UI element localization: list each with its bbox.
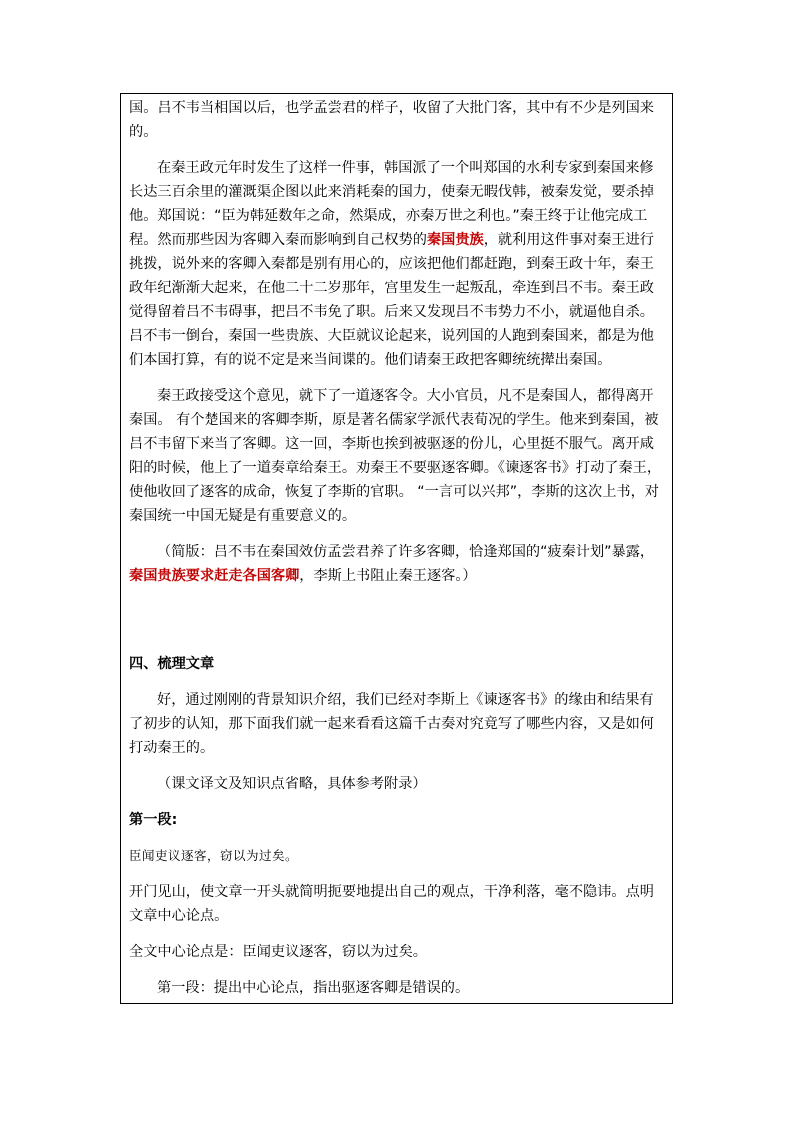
subsection-heading: 第一段: bbox=[129, 812, 178, 828]
quote-line: 臣闻吏议逐客，窃以为过矣。 bbox=[129, 848, 299, 863]
paragraph-analysis: 开门见山，使文章一开头就简明扼要地提出自己的观点，干净利落，毫不隐讳。点明文章中心论点。 bbox=[129, 884, 654, 924]
paragraph-note: （课文译文及知识点省略，具体参考附录） bbox=[157, 776, 427, 792]
highlight-qin-nobles: 秦国贵族 bbox=[426, 232, 484, 248]
highlight-nobles-demand: 秦国贵族要求赶走各国客卿 bbox=[129, 568, 300, 584]
paragraph-summary-1: 第一段：提出中心论点，指出驱逐客卿是错误的。 bbox=[157, 980, 470, 996]
paragraph-2 bbox=[129, 156, 666, 372]
document-body bbox=[129, 96, 666, 1000]
paragraph-summary bbox=[129, 540, 666, 588]
paragraph-2-text-a: 在秦王政元年时发生了这样一件事，韩国派了一个叫郑国的水利专家到秦国来修长达三百余里的灌溉渠企图以此来消耗秦的国力，使秦无暇伐韩，被秦发觉，要杀掉他。郑国说：“臣为韩延数年之命，然渠成，亦秦万世之利也。”秦王终于让他完成工程。然而那些因为客卿入秦而影响到自己权势的 bbox=[129, 160, 654, 248]
summary-text-a: （简版：吕不韦在秦国效仿孟尝君养了许多客卿，恰逢郑国的“疲秦计划”暴露， bbox=[157, 544, 655, 560]
paragraph-3: 秦王政接受这个意见，就下了一道逐客令。大小官员，凡不是秦国人，都得离开秦国。 有个楚国来的客卿李斯，原是著名儒家学派代表荀况的学生。他来到秦国，被吕不韦留下来当了客卿。这一回，李斯也挨到被驱逐的份儿，心里挺不服气。离开咸阳的时候，他上了一道奏章给秦王。劝秦王不要驱逐客卿。《谏逐客书》打动了秦王，使他收回了逐客的成命，恢复了李斯的官职。 “一言可以兴邦”，李斯的这次上书，对秦国统一中国无疑是有重要意义的。 bbox=[129, 388, 662, 524]
section-heading: 四、梳理文章 bbox=[129, 656, 215, 672]
paragraph-thesis: 全文中心论点是：臣闻吏议逐客，窃以为过矣。 bbox=[129, 944, 427, 960]
paragraph-intro: 好，通过刚刚的背景知识介绍，我们已经对李斯上《谏逐客书》的缘由和结果有了初步的认知，那下面我们就一起来看看这篇千古奏对究竟写了哪些内容，又是如何打动秦王的。 bbox=[129, 692, 654, 756]
summary-text-b: ，李斯上书阻止秦王逐客。） bbox=[299, 568, 477, 584]
paragraph-2-text-b: ，就利用这件事对秦王进行挑拨，说外来的客卿入秦都是别有用心的，应该把他们都赶跑，到秦王政十年，秦王政年纪渐渐大起来，在他二十二岁那年，宫里发生一起叛乱，牵连到吕不韦。秦王政觉得留着吕不韦碍事，把吕不韦免了职。后来又发现吕不韦势力不小，就逼他自杀。吕不韦一倒台，秦国一些贵族、大臣就议论起来，说列国的人跑到秦国来，都是为他们本国打算，有的说不定是来当间谍的。他们请秦王政把客卿统统撵出秦国。 bbox=[129, 232, 654, 368]
paragraph-1: 国。吕不韦当相国以后，也学孟尝君的样子，收留了大批门客，其中有不少是列国来的。 bbox=[129, 100, 654, 140]
